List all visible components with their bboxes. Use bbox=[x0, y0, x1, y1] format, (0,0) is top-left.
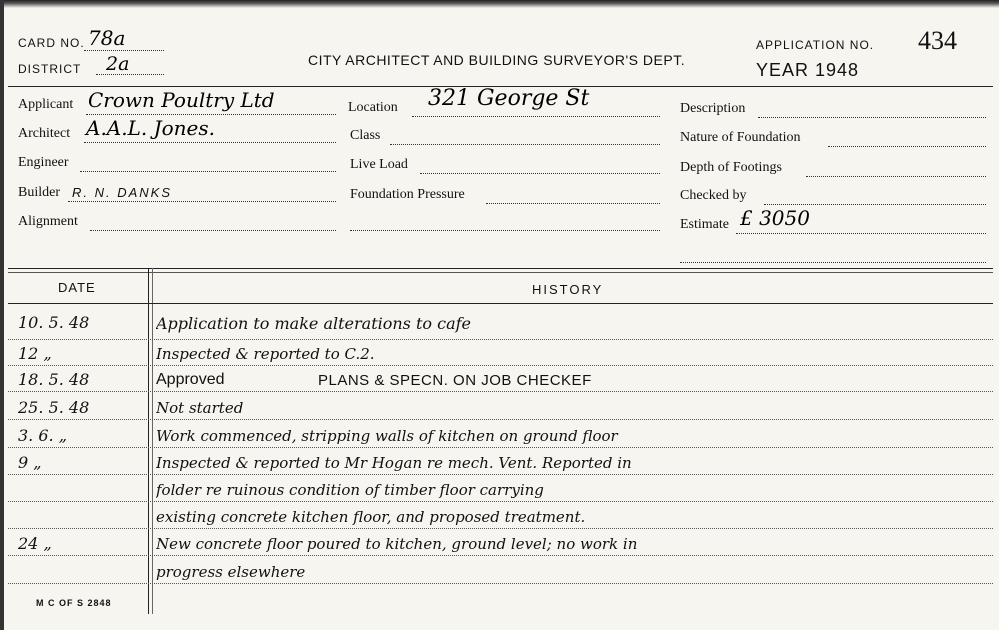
table-header-divider bbox=[8, 303, 993, 304]
table-row-history: Inspected & reported to C.2. bbox=[156, 345, 375, 363]
architect-value: A.A.L. Jones. bbox=[86, 116, 215, 140]
builder-value: R. N. DANKS bbox=[72, 185, 173, 200]
table-row-date: 24 „ bbox=[18, 534, 52, 553]
table-row-history: progress elsewhere bbox=[156, 563, 306, 581]
table-row-history: Application to make alterations to cafe bbox=[156, 314, 472, 333]
district-value: 2a bbox=[106, 53, 130, 75]
row-rule bbox=[8, 528, 993, 529]
checked-by-line bbox=[764, 204, 986, 205]
right-blank-line bbox=[680, 262, 986, 263]
architect-label: Architect bbox=[18, 126, 71, 141]
plans-stamp: PLANS & SPECN. ON JOB CHECKEF bbox=[318, 372, 592, 389]
class-line bbox=[390, 144, 660, 145]
alignment-line bbox=[90, 230, 336, 231]
engineer-line bbox=[80, 171, 336, 172]
nature-of-foundation-label: Nature of Foundation bbox=[680, 130, 801, 145]
depth-of-footings-line bbox=[806, 176, 986, 177]
applicant-line bbox=[86, 114, 336, 115]
table-top-border-inner bbox=[8, 272, 993, 273]
table-top-border bbox=[8, 268, 993, 269]
live-load-line bbox=[420, 173, 660, 174]
estimate-value: £ 3050 bbox=[740, 206, 810, 230]
table-row-history: Not started bbox=[156, 399, 244, 417]
row-rule bbox=[8, 474, 993, 475]
card-no-line bbox=[84, 50, 164, 51]
applicant-value: Crown Poultry Ltd bbox=[88, 88, 275, 112]
application-number: 434 bbox=[918, 26, 957, 55]
table-row-history: Inspected & reported to Mr Hogan re mech. Vent. Reported in bbox=[156, 454, 632, 472]
checked-by-label: Checked by bbox=[680, 188, 747, 203]
table-row-date: 3. 6. „ bbox=[18, 426, 67, 445]
history-column-header: HISTORY bbox=[532, 282, 604, 297]
table-row-history: folder re ruinous condition of timber floor carrying bbox=[156, 481, 544, 499]
card-top-edge bbox=[0, 0, 999, 8]
depth-of-footings-label: Depth of Footings bbox=[680, 160, 782, 175]
row-rule bbox=[8, 583, 993, 584]
foundation-pressure-line bbox=[486, 203, 660, 204]
card-no-value: 78a bbox=[88, 26, 126, 50]
table-row-history: Approved bbox=[156, 371, 225, 388]
row-rule bbox=[8, 419, 993, 420]
class-label: Class bbox=[350, 128, 381, 143]
architect-line bbox=[84, 142, 336, 143]
live-load-label: Live Load bbox=[350, 157, 408, 172]
location-label: Location bbox=[348, 100, 398, 115]
year-label: YEAR 1948 bbox=[756, 60, 860, 80]
table-row-date: 25. 5. 48 bbox=[18, 398, 90, 417]
estimate-label: Estimate bbox=[680, 217, 729, 232]
row-rule bbox=[8, 555, 993, 556]
row-rule bbox=[8, 365, 993, 366]
nature-of-foundation-line bbox=[828, 146, 986, 147]
card-left-edge bbox=[0, 0, 4, 630]
card-no-label: CARD NO. bbox=[18, 36, 85, 50]
table-row-history: Work commenced, stripping walls of kitchen on ground floor bbox=[156, 427, 618, 445]
description-label: Description bbox=[680, 101, 746, 116]
table-row-history: New concrete floor poured to kitchen, ground level; no work in bbox=[156, 535, 638, 553]
row-rule bbox=[8, 391, 993, 392]
row-rule bbox=[8, 501, 993, 502]
table-row-date: 12 „ bbox=[18, 344, 52, 363]
row-rule bbox=[8, 339, 993, 340]
table-row-date: 9 „ bbox=[18, 453, 42, 472]
date-column-divider-inner bbox=[152, 268, 153, 614]
district-label: DISTRICT bbox=[18, 62, 82, 76]
engineer-label: Engineer bbox=[18, 155, 69, 170]
applicant-label: Applicant bbox=[18, 97, 74, 112]
table-row-date: 10. 5. 48 bbox=[18, 313, 90, 332]
builder-label: Builder bbox=[18, 185, 60, 200]
table-row-history: existing concrete kitchen floor, and proposed treatment. bbox=[156, 508, 586, 526]
form-code: M C OF S 2848 bbox=[36, 598, 112, 608]
row-rule bbox=[8, 447, 993, 448]
date-column-divider bbox=[148, 268, 149, 614]
table-row-date: 18. 5. 48 bbox=[18, 370, 90, 389]
application-label: APPLICATION NO. bbox=[756, 38, 875, 52]
district-line bbox=[96, 74, 164, 75]
builder-line bbox=[68, 201, 336, 202]
department-title: CITY ARCHITECT AND BUILDING SURVEYOR'S DEPT. bbox=[308, 52, 686, 68]
description-line bbox=[758, 117, 986, 118]
foundation-pressure-label: Foundation Pressure bbox=[350, 187, 465, 202]
location-value: 321 George St bbox=[428, 86, 590, 111]
estimate-line bbox=[736, 233, 986, 234]
date-column-header: DATE bbox=[58, 280, 96, 295]
location-line bbox=[412, 116, 660, 117]
alignment-label: Alignment bbox=[18, 214, 78, 229]
mid-blank-line bbox=[350, 230, 660, 231]
